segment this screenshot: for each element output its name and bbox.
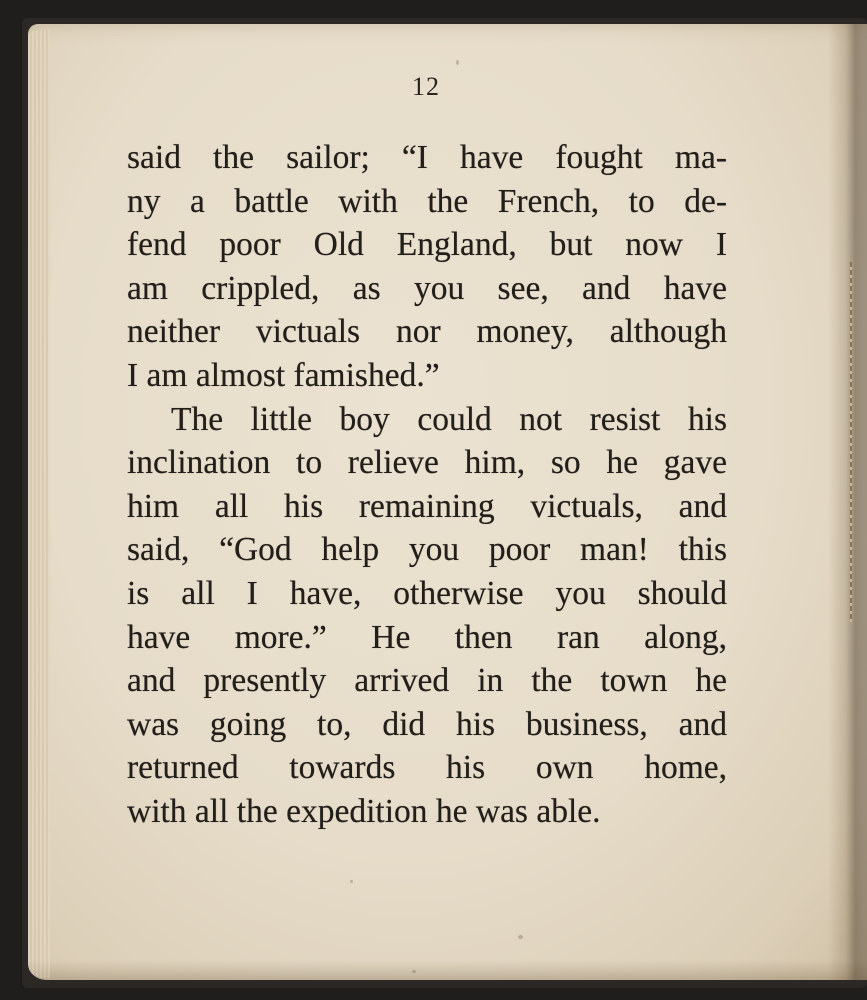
page-number: 12 xyxy=(412,72,440,101)
text-line: with all the expedition he was able. xyxy=(127,792,601,830)
paper-speck xyxy=(456,60,459,65)
paper-speck xyxy=(518,935,523,939)
text-line: inclination to relieve him, so he gave xyxy=(127,444,727,482)
text-line: and presently arrived in the town he xyxy=(127,662,727,700)
text-line: am crippled, as you see, and have xyxy=(127,269,727,307)
binding-thread xyxy=(850,262,852,622)
paper-speck xyxy=(412,970,416,973)
text-line: ny a battle with the French, to de- xyxy=(127,182,727,220)
text-line: I am almost famished.” xyxy=(127,356,440,394)
text-line: said, “God help you poor man! this xyxy=(127,531,727,569)
text-line: have more.” He then ran along, xyxy=(127,618,727,656)
page-stack-edges xyxy=(28,30,50,978)
text-line: The little boy could not resist his xyxy=(171,400,727,438)
page-body-text xyxy=(127,136,727,834)
page-bottom-shadow xyxy=(28,960,867,980)
paper-speck xyxy=(350,880,353,883)
text-line: said the sailor; “I have fought ma- xyxy=(127,139,727,176)
text-line: was going to, did his business, and xyxy=(127,705,727,743)
text-line: him all his remaining victuals, and xyxy=(127,487,727,525)
binding-stitch xyxy=(846,262,856,622)
text-line: neither victuals nor money, although xyxy=(127,313,727,351)
text-line: is all I have, otherwise you should xyxy=(127,574,727,612)
text-line: returned towards his own home, xyxy=(127,749,727,787)
text-line: fend poor Old England, but now I xyxy=(127,226,727,264)
